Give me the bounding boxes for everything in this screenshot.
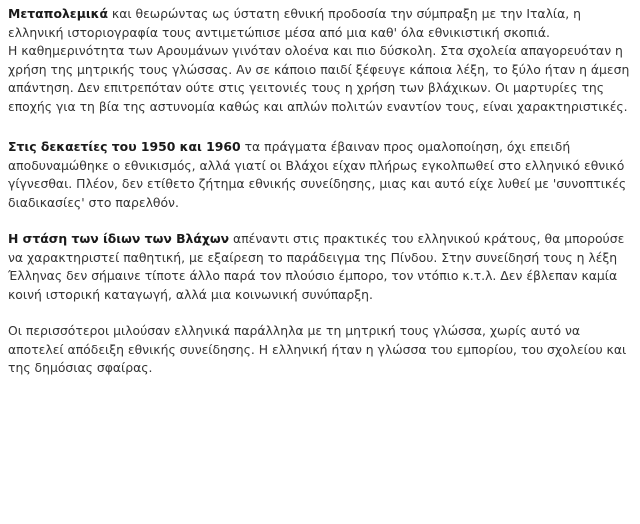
paragraph-text: και θεωρώντας ως ύστατη εθνική προδοσία την σύμπραξη με την Ιταλία, η ελληνική ιστοριογραφία τους αντιμετώπισε μέσα από μια καθ' όλα εθνικιστική σκοπιά. [8, 6, 582, 40]
paragraph-daily-life [8, 42, 634, 116]
paragraph-lead: Στις δεκαετίες του 1950 και 1960 [8, 139, 241, 154]
paragraph-text: Οι περισσότεροι μιλούσαν ελληνικά παράλληλα με τη μητρική τους γλώσσα, χωρίς αυτό να αποτελεί απόδειξη εθνικής συνείδησης. Η ελληνική ήταν η γλώσσα του εμπορίου, του σχολείου και της δημόσιας σφαίρας. [8, 323, 627, 375]
paragraph-text: Η καθημερινότητα των Αρουμάνων γινόταν ολοένα και πιο δύσκολη. Στα σχολεία απαγορευόταν η χρήση της μητρικής τους γλώσσας. Αν σε κάποιο παιδί ξέφευγε κάποια λέξη, το ξύλο ήταν η άμεση απάντηση. Δεν επιτρεπόταν ούτε στις γειτονιές τους η χρήση των βλάχικων. Οι μαρτυρίες της εποχής για τη βία της αστυνομία καθώς και απλών πολιτών εναντίον τους, είναι χαρακτηριστικές. [8, 43, 630, 114]
paragraph-decades [8, 138, 634, 212]
paragraph-languages [8, 322, 634, 378]
paragraph-postwar [8, 5, 634, 42]
paragraph-text: τα πράγματα έβαιναν προς ομαλοποίηση, όχι επειδή αποδυναμώθηκε ο εθνικισμός, αλλά γιατί οι Βλάχοι είχαν πλήρως εγκολπωθεί στο ελληνικό εθνικό γίγνεσθαι. Πλέον, δεν ετίθετο ζήτημα εθνικής συνείδησης, μιας και αυτό είχε λυθεί με 'συνοπτικές διαδικασίες' στο παρελθόν. [8, 139, 627, 210]
paragraph-text: απέναντι στις πρακτικές του ελληνικού κράτους, θα μπορούσε να χαρακτηριστεί παθητική, με εξαίρεση το παράδειγμα της Πίνδου. Στην συνείδησή τους η λέξη Έλληνας δεν σήμαινε τίποτε άλλο παρά τον πλούσιο έμπορο, τον ντόπιο κ.τ.λ. Δεν έβλεπαν καμία κοινή ιστορική καταγωγή, αλλά μια κοινωνική συνύπαρξη. [8, 231, 625, 302]
paragraph-lead: Μεταπολεμικά [8, 6, 108, 21]
paragraph-lead: Η στάση των ίδιων των Βλάχων [8, 231, 230, 246]
paragraph-vlach-stance [8, 230, 634, 304]
